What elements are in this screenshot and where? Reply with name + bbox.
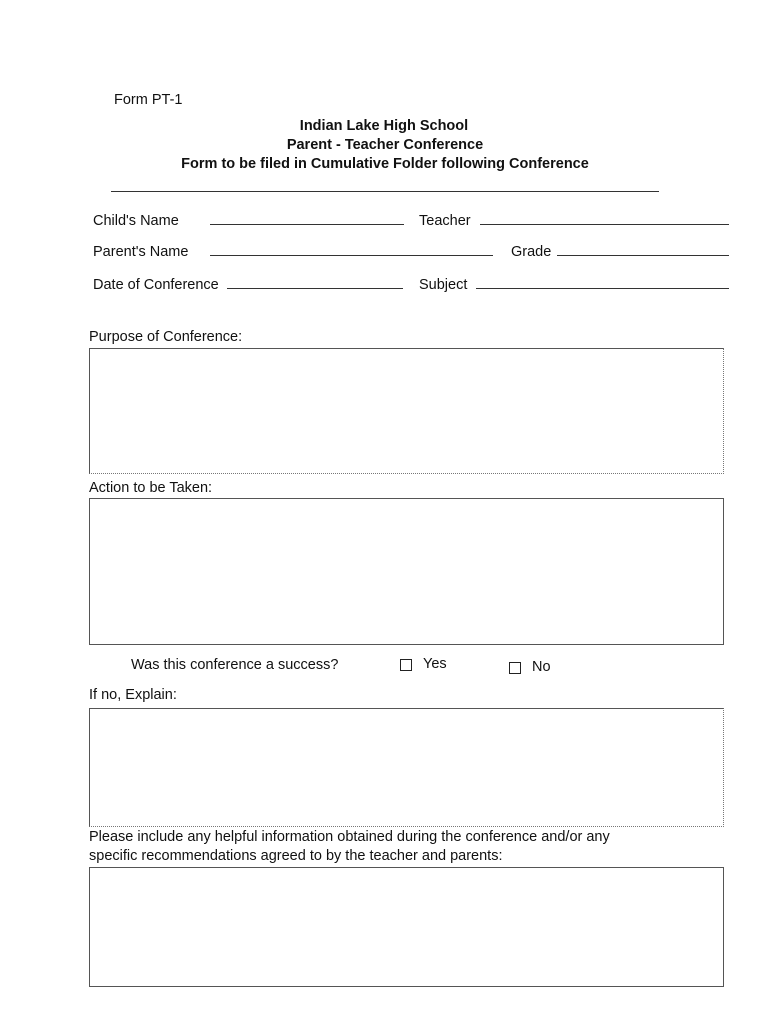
childs-name-label: Child's Name	[93, 213, 179, 229]
parents-name-label: Parent's Name	[93, 244, 189, 260]
action-label: Action to be Taken:	[89, 480, 213, 496]
school-title: Indian Lake High School	[299, 118, 469, 134]
no-checkbox[interactable]	[509, 662, 521, 674]
yes-checkbox[interactable]	[400, 659, 412, 671]
action-textarea[interactable]	[89, 498, 724, 645]
header-divider	[111, 191, 659, 192]
childs-name-field[interactable]	[210, 224, 404, 225]
if-no-label: If no, Explain:	[89, 687, 177, 703]
date-of-conference-label: Date of Conference	[93, 277, 219, 293]
subject-field[interactable]	[476, 288, 729, 289]
teacher-label: Teacher	[419, 213, 471, 229]
helpful-info-instruction	[89, 828, 689, 866]
date-of-conference-field[interactable]	[227, 288, 403, 289]
grade-field[interactable]	[557, 255, 729, 256]
yes-label: Yes	[423, 656, 447, 672]
subject-label: Subject	[419, 277, 468, 293]
helpful-info-textarea[interactable]	[89, 867, 724, 987]
parents-name-field[interactable]	[210, 255, 493, 256]
teacher-field[interactable]	[480, 224, 729, 225]
explain-textarea[interactable]	[89, 708, 724, 827]
no-label: No	[532, 659, 551, 675]
helpful-info-line-2: specific recommendations agreed to by the teacher and parents:	[89, 848, 503, 864]
form-id: Form PT-1	[114, 92, 183, 108]
success-question: Was this conference a success?	[131, 657, 339, 673]
purpose-textarea[interactable]	[89, 348, 724, 474]
filing-instruction: Form to be filed in Cumulative Folder following Conference	[181, 156, 589, 172]
purpose-label: Purpose of Conference:	[89, 329, 243, 345]
grade-label: Grade	[511, 244, 552, 260]
conference-title: Parent - Teacher Conference	[286, 137, 484, 153]
helpful-info-line-1: Please include any helpful information obtained during the conference and/or any	[89, 829, 610, 845]
